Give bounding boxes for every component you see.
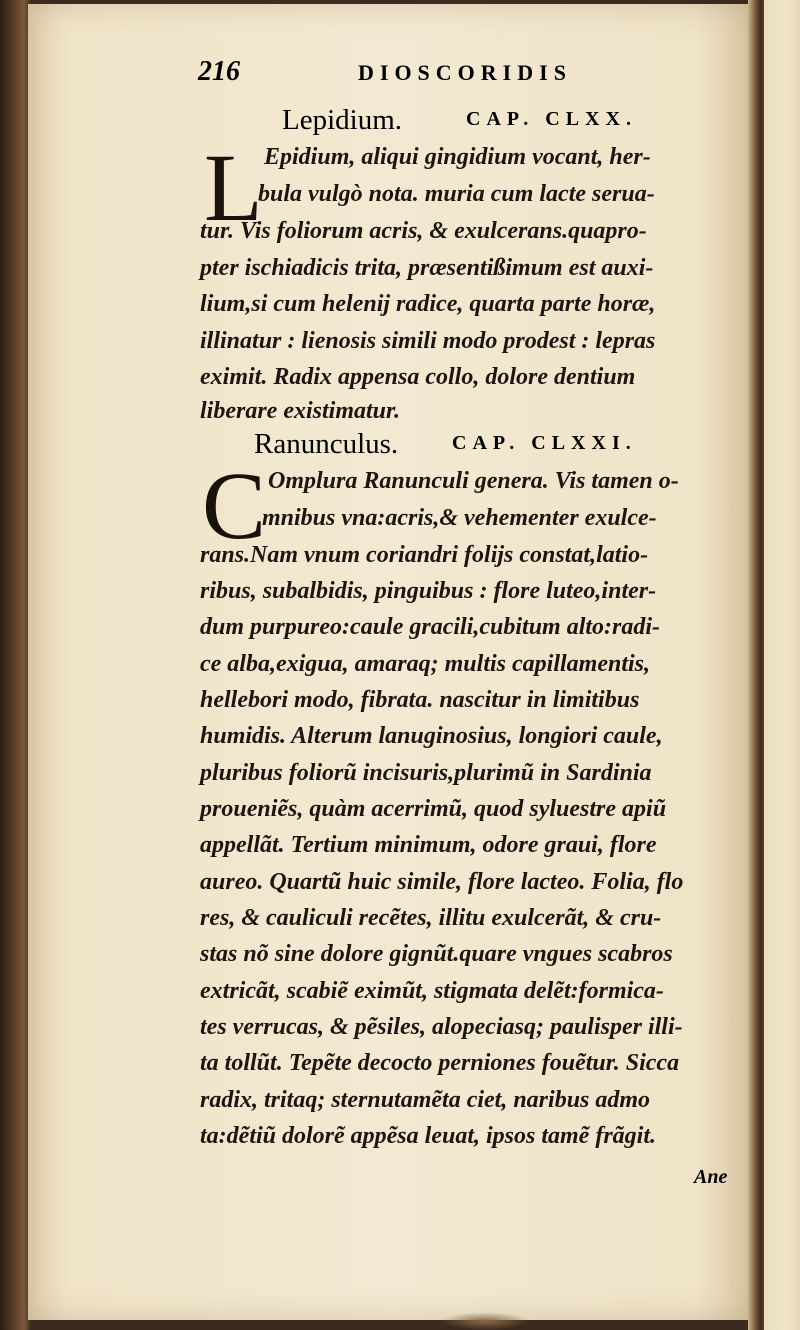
text-line: hellebori modo, fibrata. nascitur in limitibus [200,687,640,713]
chapter-heading-ranunculus [254,428,714,468]
text-line: radix, tritaq; sternutamẽta ciet, naribus admo [200,1087,651,1113]
chapter-heading-lepidium [282,104,702,144]
running-head [198,56,638,92]
text-line: Epidium, aliqui gingidium vocant, her- [264,144,651,170]
chapter-number: CAP. CLXX. [466,108,637,130]
text-line: liberare existimatur. [200,398,401,424]
book-title: DIOSCORIDIS [358,60,572,85]
text-line: ta tollũt. Tepẽte decocto perniones fouẽtur. Sicca [200,1050,680,1076]
text-line: lium,si cum helenij radice, quarta parte horæ, [200,291,656,317]
text-line: proueniẽs, quàm acerrimũ, quod syluestre apiũ [200,796,667,822]
text-line: humidis. Alterum lanuginosius, longiori caule, [200,723,663,749]
text-line: tes verrucas, & pẽsiles, alopeciasq; paulisper illi- [200,1014,683,1040]
text-line: res, & cauliculi recẽtes, illitu exulcerãt, & cru- [200,905,662,931]
book-cover-edge [0,0,30,1330]
drop-cap-initial: C [202,452,267,559]
text-line: dum purpureo:caule gracili,cubitum alto:radi- [200,614,661,640]
text-line: eximit. Radix appensa collo, dolore dentium [200,364,636,390]
text-line: Omplura Ranunculi genera. Vis tamen o- [268,468,679,494]
page-number: 216 [198,56,240,87]
text-line: appellãt. Tertium minimum, odore graui, flore [200,832,657,858]
text-line: illinatur : lienosis simili modo prodest : lepras [200,328,656,354]
text-line: bula vulgò nota. muria cum lacte serua- [258,181,655,207]
text-line: stas nõ sine dolore gignũt.quare vngues scabros [200,941,673,967]
text-line: ce alba,exigua, amaraq; multis capillamentis, [200,651,650,677]
chapter-number: CAP. CLXXI. [452,432,637,454]
chapter-title: Lepidium. [282,104,403,136]
text-line: pluribus foliorũ incisuris,plurimũ in Sardinia [200,760,652,786]
text-line: ta:dẽtiũ dolorẽ appẽsa leuat, ipsos tamẽ frãgit. [200,1123,656,1149]
text-line: rans.Nam vnum coriandri folijs constat,latio- [200,542,649,568]
text-line: extricãt, scabiẽ eximũt, stigmata delẽt:formica- [200,978,664,1004]
facing-page-edge [764,0,800,1330]
catchword: Ane [694,1166,728,1188]
drop-cap-initial: L [204,134,263,241]
text-line: tur. Vis foliorum acris, & exulcerans.quapro- [200,218,647,244]
text-line: aureo. Quartũ huic simile, flore lacteo. Folia, flo [200,869,684,895]
text-line: pter ischiadicis trita, præsentißimum est auxi- [200,255,654,281]
page-stain [440,1312,530,1330]
text-line: ribus, subalbidis, pinguibus : flore luteo,inter- [200,578,657,604]
text-line: mnibus vna:acris,& vehementer exulce- [262,505,657,531]
chapter-title: Ranunculus. [254,428,399,460]
